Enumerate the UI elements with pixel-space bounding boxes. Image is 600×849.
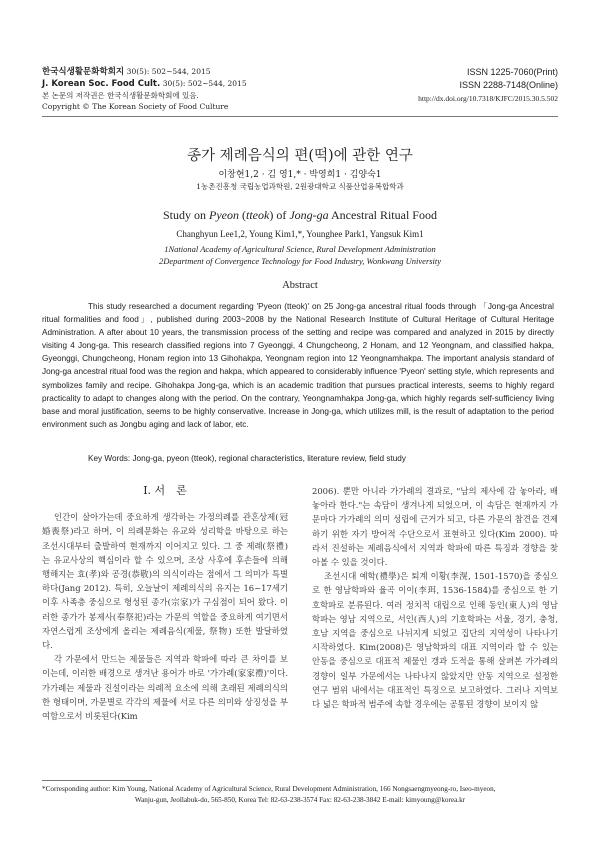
doi-link[interactable]: http://dx.doi.org/10.7318/KJFC/2015.30.5.502 [418,94,558,103]
header-divider [42,116,558,117]
title-en-part: ( [239,208,246,222]
affiliation-korean: 1농촌진흥청 국립농업과학원, 2원광대학교 식품산업융복합학과 [196,182,404,191]
paragraph: 각 가문에서 만드는 제물들은 지역과 학파에 따라 큰 차이를 보이는데, 이러한 배경으로 생겨난 용어가 바로 '가가례(家家禮)'이다. 가가례는 제물과 진설이라는 의례적 요소에 의해 초래된 제례의식의 한 형태이며, 가문별로 각각의 제물에 서로 다른 의미와 상징성을 부여함으로서 비롯된다(Kim [42,654,288,722]
affiliation-1: 1National Academy of Agricultural Science, Rural Development Administration [164,244,436,254]
keywords-list: Jong-ga, pyeon (tteok), regional characteristics, literature review, field study [132,454,406,463]
paragraph: 2006). 뿐만 아니라 가가례의 결과로, "남의 제사에 감 놓아라, 배 놓아라 한다."는 속담이 생겨나게 되었으며, 이 속담은 현재까지 가문마다 가가례의 의미 성립에 근거가 되고, 다른 가문의 참견을 견제하기 위한 자기 방어적 수단으로서 표현하고 있다(Kim 2000). 따라서 진설하는 제례음식에서 지역과 학파에 따른 특징과 경향을 찾아볼 수 있을 것이다. [312,486,558,568]
footnote-line: *Corresponding author: Kim Young, National Academy of Agricultural Science, Rural Development Administration, 166 Nongsaengmyeong-ro, Iseo-myeon, [42,785,496,793]
paragraph: 인간이 살아가는데 중요하게 생각하는 가정의례를 관혼상제(冠婚喪祭)라고 하며, 이 의례문화는 유교와 성리학을 바탕으로 하는 조선시대부터 출발하여 현재까지 이어지고 있다. 그 중 제례(祭禮)는 유교사상의 핵심이라 할 수 있으며, 조상 사후에 후손들에 의해 행해지는 효(孝)와 공경(恭敬)의 의식이라는 점에서 그 의미가 특별하다(Jang 2012). 특히, 오늘날이 제례의식의 유지는 16~17세기 이후 사족층 중심으로 형성된 종가(宗家)가 구심점이 되어 왔다. 이러한 종가가 봉제사(奉祭祀)라는 가문의 역할을 중요하게 여기면서 자연스럽게 조상에게 올리는 제례음식(제물, 祭物) 또한 발달하였다. [42,512,288,651]
journal-name-ko: 한국식생활문화학회지 [42,67,125,77]
journal-name-en: J. Korean Soc. Food Cult. [42,79,161,89]
issn-online: ISSN 2288-7148(Online) [459,80,558,90]
footnote-divider [42,780,152,781]
paragraph: 조선시대 예학(禮學)은 퇴계 이황(李滉, 1501-1570)을 중심으로 한 영남학파와 율곡 이이(李珥, 1536-1584)를 중심으로 한 기호학파로 분류된다. 여러 정치적 대립으로 인해 동인(東人)의 영남학파는 영남 지역으로, 서인(西人)의 기호학파는 서울, 경기, 충청, 호남 지역을 중심으로 나뉘지게 되었고 집단의 지역성이 나타나기 시작하였다. Kim(2008)은 영남학파의 대표 지역이라 할 수 있는 안동을 중심으로 대표적 제물인 갱과 도적을 통해 살펴본 가가례의 경향이 일부 가문에서는 나타나지 않았지만 안동 지역으로 설정한 연구 범위 내에서는 대표적인 특징으로 보고하였다. 그러나 지역보다 넓은 학파적 범주에 속할 경우에는 공통된 경향이 보이지 않 [312,571,558,710]
authors-english: Changhyun Lee1,2, Young Kim1,*, Younghee Park1, Yangsuk Kim1 [176,229,424,239]
abstract-heading: Abstract [282,280,318,291]
issn-print: ISSN 1225-7060(Print) [466,67,558,77]
journal-ref-en: 30(5): 502~544, 2015 [162,79,247,88]
title-en-part: ) of [269,208,290,222]
keywords-label: Key Words: [88,454,131,463]
body-column-left [42,478,288,723]
title-en-italic: Pyeon [209,208,239,222]
affiliations-english [0,243,600,267]
title-korean: 종가 제례음식의 편(떡)에 관한 연구 [187,148,413,164]
footnote-line: Wanju-gun, Jeollabuk-do, 565-850, Korea Tel: 82-63-238-3574 Fax: 82-63-238-3842 E-mail: kimyoung@korea.kr [134,795,466,804]
title-en-italic: Jong-ga [289,208,329,222]
journal-header [42,66,247,112]
affiliation-2: 2Department of Convergence Technology for Food Industry, Wonkwang University [158,256,442,266]
title-en-italic: tteok [246,208,270,222]
body-column-right [312,484,558,711]
corresponding-author-footnote [42,784,558,805]
copyright-en: Copyright © The Korean Society of Food Culture [42,102,229,111]
section-heading: I. 서 론 [143,484,187,497]
title-en-part: Study on [163,208,210,222]
title-en-part: Ancestral Ritual Food [328,208,437,222]
journal-ref-ko: 30(5): 502~544, 2015 [126,67,211,76]
copyright-ko: 본 논문의 저작권은 한국식생활문화학회에 있음. [42,91,199,100]
keywords [88,454,406,463]
issn-block [418,66,558,105]
title-english [0,208,600,223]
abstract-text: This study researched a document regarding 'Pyeon (tteok)' on 25 Jong-ga ancestral ritual foods through 「Jong-ga Ancestral ritual formalities and food」, published during 2003~2008 by the National Research Institute of Cultural Heritage of Cultural Heritage Administration. A after about 10 years, the transmission process of the setting and recipe was compared and analyzed in 2015 by directly visiting 4 Jong-ga. This research classified regions into 7 Gyeonggi, 4 Chungcheong, 2 Honam, and 12 Yeongnam, and classified hakpa, Gyeonggi, Chungcheong, Honam region into 13 Gihohakpa, Yeongnam region into 12 Yeongnamhakpa. The important analysis standard of Jong-ga ancestral ritual food was the region and hakpa, which appeared to considerably influence 'Pyeon' setting style, which represents and symbolizes family and recipe. Gihohakpa Jong-ga, which is an academic tradition that pursues practical interests, seems to highly regard practicality to adapt to changes along with the period. On the contrary, Yeongnamhakpa Jong-ga, which highly regards self-sufficiency living base and moral justification, seems to be highly conservative. Increase in Jong-ga, which utilizes mill, is the result of adaptation to the period environment such as Jongbu aging and lack of labor, etc. [42,302,554,429]
authors-korean: 이창현1,2 · 김 영1,* · 박영희1 · 김양숙1 [218,170,382,180]
